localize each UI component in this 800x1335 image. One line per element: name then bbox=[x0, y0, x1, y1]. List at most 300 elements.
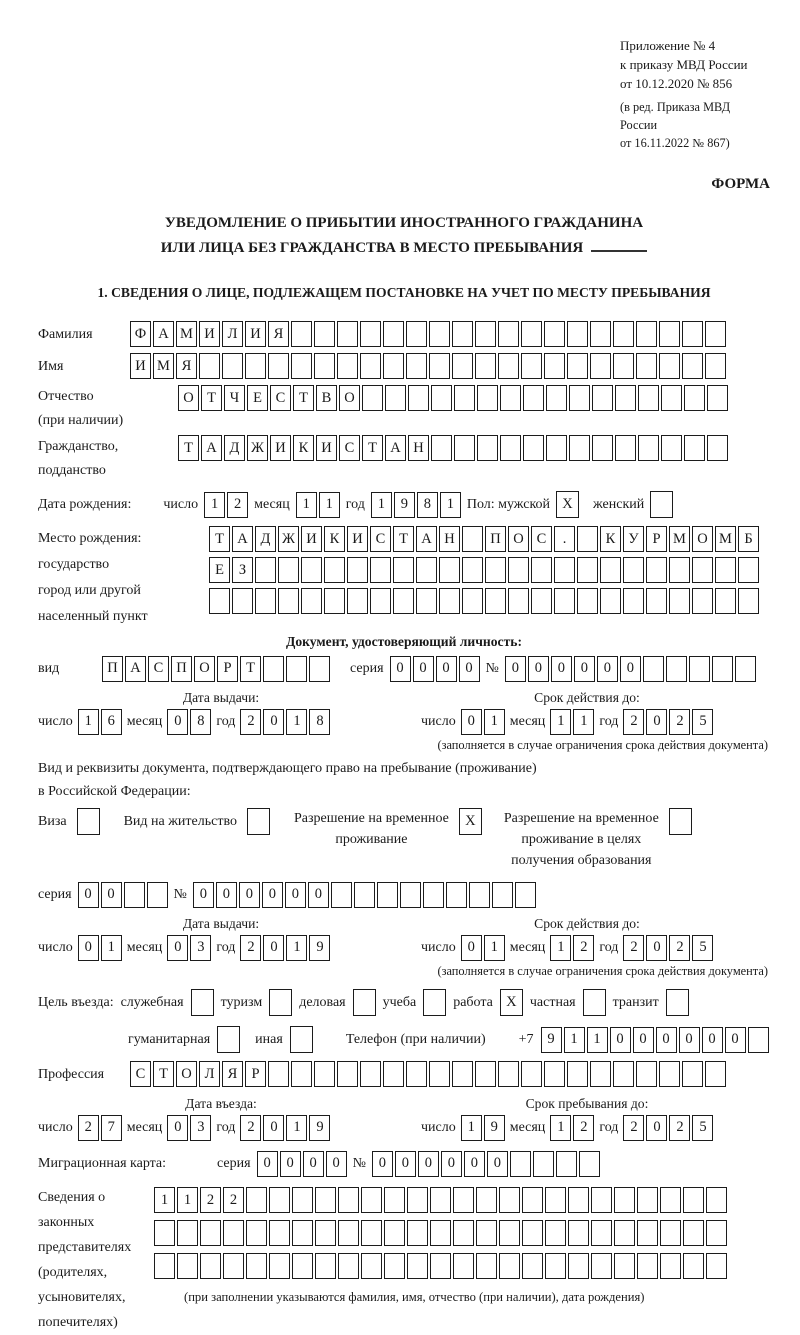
char-cell bbox=[637, 1187, 658, 1213]
char-cell bbox=[554, 588, 575, 614]
char-cell: 2 bbox=[669, 709, 690, 735]
purpose-commercial-checkbox bbox=[353, 989, 376, 1016]
char-cell: 1 bbox=[296, 492, 317, 518]
char-cell: Я bbox=[268, 321, 289, 347]
char-cell bbox=[590, 321, 611, 347]
char-cell bbox=[431, 385, 452, 411]
char-cell bbox=[498, 1061, 519, 1087]
temp-residence-checkbox: X bbox=[459, 808, 482, 835]
doc-issue-month-cells bbox=[167, 709, 211, 735]
char-cell: 0 bbox=[239, 882, 260, 908]
birth-place-label-line: город или другой bbox=[38, 583, 141, 598]
residence-permit-label: Вид на жительство bbox=[123, 814, 237, 829]
temp-residence-label-line: проживание bbox=[335, 832, 408, 847]
char-cell: 1 bbox=[484, 709, 505, 735]
char-cell bbox=[278, 557, 299, 583]
char-cell bbox=[200, 1253, 221, 1279]
year-label: год bbox=[216, 940, 236, 955]
char-cell bbox=[301, 588, 322, 614]
char-cell bbox=[567, 1061, 588, 1087]
char-cell: 0 bbox=[633, 1027, 654, 1053]
char-cell bbox=[361, 1253, 382, 1279]
char-cell: И bbox=[347, 526, 368, 552]
char-cell: 0 bbox=[78, 935, 99, 961]
char-cell: О bbox=[692, 526, 713, 552]
stay-day-cells bbox=[461, 1115, 505, 1141]
char-cell: 2 bbox=[669, 1115, 690, 1141]
char-cell: В bbox=[316, 385, 337, 411]
char-cell bbox=[406, 321, 427, 347]
permit-number-cells bbox=[193, 882, 536, 908]
char-cell: 0 bbox=[436, 656, 457, 682]
char-cell bbox=[454, 385, 475, 411]
char-cell: 9 bbox=[309, 1115, 330, 1141]
char-cell: О bbox=[508, 526, 529, 552]
char-cell: 0 bbox=[656, 1027, 677, 1053]
char-cell: Т bbox=[209, 526, 230, 552]
form-title bbox=[38, 211, 770, 261]
char-cell bbox=[705, 353, 726, 379]
birth-date-label: Дата рождения: bbox=[38, 497, 132, 512]
surname-cells bbox=[130, 321, 726, 347]
doc-expiry-year-cells bbox=[623, 709, 713, 735]
char-cell bbox=[452, 321, 473, 347]
char-cell: 2 bbox=[573, 935, 594, 961]
char-cell bbox=[222, 353, 243, 379]
char-cell bbox=[545, 1220, 566, 1246]
representatives-label-line: попечителях) bbox=[38, 1315, 118, 1330]
birth-place-cells-row3 bbox=[209, 588, 759, 614]
char-cell bbox=[291, 321, 312, 347]
char-cell bbox=[147, 882, 168, 908]
char-cell bbox=[370, 588, 391, 614]
char-cell: Л bbox=[199, 1061, 220, 1087]
char-cell bbox=[177, 1253, 198, 1279]
char-cell bbox=[545, 1253, 566, 1279]
representatives-label-line: (родителях, bbox=[38, 1265, 108, 1280]
char-cell bbox=[338, 1187, 359, 1213]
char-cell bbox=[661, 385, 682, 411]
char-cell bbox=[577, 588, 598, 614]
char-cell bbox=[568, 1187, 589, 1213]
permit-dates-headings bbox=[38, 916, 770, 932]
char-cell bbox=[314, 1061, 335, 1087]
char-cell bbox=[636, 353, 657, 379]
char-cell bbox=[568, 1253, 589, 1279]
char-cell bbox=[546, 385, 567, 411]
char-cell bbox=[715, 557, 736, 583]
char-cell: 9 bbox=[541, 1027, 562, 1053]
permit-expiry-note: (заполняется в случае ограничения срока действия документа) bbox=[437, 964, 768, 978]
char-cell bbox=[406, 1061, 427, 1087]
char-cell: 9 bbox=[484, 1115, 505, 1141]
char-cell bbox=[646, 557, 667, 583]
char-cell: 0 bbox=[101, 882, 122, 908]
char-cell bbox=[660, 1220, 681, 1246]
month-label: месяц bbox=[126, 940, 163, 955]
char-cell: 0 bbox=[308, 882, 329, 908]
char-cell: Е bbox=[209, 557, 230, 583]
representatives-cells-row2 bbox=[154, 1220, 727, 1246]
char-cell bbox=[338, 1220, 359, 1246]
char-cell: Т bbox=[201, 385, 222, 411]
char-cell: 1 bbox=[564, 1027, 585, 1053]
char-cell bbox=[475, 321, 496, 347]
char-cell: 0 bbox=[725, 1027, 746, 1053]
char-cell bbox=[314, 353, 335, 379]
birth-year-cells bbox=[371, 492, 461, 518]
char-cell: С bbox=[270, 385, 291, 411]
char-cell bbox=[523, 435, 544, 461]
char-cell: О bbox=[178, 385, 199, 411]
year-label: год bbox=[599, 940, 619, 955]
entry-date-group bbox=[38, 1114, 387, 1141]
char-cell: И bbox=[316, 435, 337, 461]
char-cell: 1 bbox=[484, 935, 505, 961]
char-cell bbox=[408, 385, 429, 411]
char-cell bbox=[200, 1220, 221, 1246]
birth-place-label bbox=[38, 526, 203, 630]
month-label: месяц bbox=[509, 940, 546, 955]
patronymic-label bbox=[38, 385, 172, 433]
char-cell bbox=[613, 1061, 634, 1087]
char-cell bbox=[600, 588, 621, 614]
char-cell bbox=[577, 526, 598, 552]
header-line: к приказу МВД России bbox=[620, 57, 748, 72]
sex-female-checkbox bbox=[650, 491, 673, 518]
char-cell bbox=[263, 656, 284, 682]
char-cell: 1 bbox=[177, 1187, 198, 1213]
char-cell bbox=[637, 1220, 658, 1246]
char-cell bbox=[692, 557, 713, 583]
char-cell: Т bbox=[178, 435, 199, 461]
char-cell bbox=[255, 588, 276, 614]
char-cell: 0 bbox=[551, 656, 572, 682]
char-cell bbox=[706, 1220, 727, 1246]
char-cell: 1 bbox=[286, 709, 307, 735]
char-cell: Ж bbox=[278, 526, 299, 552]
char-cell: 1 bbox=[461, 1115, 482, 1141]
char-cell: 0 bbox=[193, 882, 214, 908]
char-cell: О bbox=[339, 385, 360, 411]
migration-card-row bbox=[38, 1150, 770, 1177]
char-cell: Р bbox=[646, 526, 667, 552]
char-cell bbox=[705, 1061, 726, 1087]
char-cell bbox=[515, 882, 536, 908]
char-cell: . bbox=[554, 526, 575, 552]
char-cell: 1 bbox=[550, 709, 571, 735]
char-cell: 0 bbox=[326, 1151, 347, 1177]
char-cell bbox=[661, 435, 682, 461]
doc-issue-year-cells bbox=[240, 709, 330, 735]
sex-female-label: женский bbox=[593, 497, 645, 512]
char-cell: 0 bbox=[263, 935, 284, 961]
char-cell bbox=[500, 435, 521, 461]
char-cell bbox=[556, 1151, 577, 1177]
char-cell bbox=[577, 557, 598, 583]
char-cell bbox=[347, 557, 368, 583]
char-cell bbox=[499, 1253, 520, 1279]
doc-kind-cells bbox=[102, 656, 330, 682]
char-cell: Т bbox=[393, 526, 414, 552]
representatives-label-line: законных bbox=[38, 1215, 95, 1230]
char-cell bbox=[439, 557, 460, 583]
char-cell bbox=[315, 1220, 336, 1246]
char-cell: 1 bbox=[101, 935, 122, 961]
surname-row bbox=[38, 321, 770, 348]
char-cell: 0 bbox=[505, 656, 526, 682]
permit-expiry-day-cells bbox=[461, 935, 505, 961]
char-cell bbox=[462, 526, 483, 552]
char-cell bbox=[269, 1187, 290, 1213]
char-cell: 7 bbox=[101, 1115, 122, 1141]
char-cell bbox=[567, 353, 588, 379]
char-cell bbox=[567, 321, 588, 347]
char-cell: 0 bbox=[390, 656, 411, 682]
temp-residence-label-line: Разрешение на временное bbox=[293, 811, 449, 826]
char-cell bbox=[338, 1253, 359, 1279]
char-cell bbox=[738, 557, 759, 583]
purpose-business-checkbox bbox=[191, 989, 214, 1016]
char-cell: П bbox=[171, 656, 192, 682]
char-cell bbox=[522, 1187, 543, 1213]
char-cell bbox=[246, 1253, 267, 1279]
char-cell bbox=[638, 385, 659, 411]
char-cell: 3 bbox=[190, 935, 211, 961]
char-cell bbox=[393, 557, 414, 583]
entry-purpose-label: Цель въезда: bbox=[38, 994, 114, 1010]
char-cell bbox=[477, 385, 498, 411]
purpose-work-checkbox: X bbox=[500, 989, 523, 1016]
char-cell bbox=[660, 1253, 681, 1279]
char-cell bbox=[659, 1061, 680, 1087]
char-cell: А bbox=[201, 435, 222, 461]
representatives-label bbox=[38, 1185, 148, 1335]
char-cell: 1 bbox=[154, 1187, 175, 1213]
doc-expiry-month-cells bbox=[550, 709, 594, 735]
char-cell bbox=[246, 1220, 267, 1246]
char-cell bbox=[554, 557, 575, 583]
char-cell bbox=[453, 1220, 474, 1246]
char-cell bbox=[683, 1220, 704, 1246]
char-cell: Р bbox=[217, 656, 238, 682]
char-cell: Е bbox=[247, 385, 268, 411]
char-cell bbox=[446, 882, 467, 908]
char-cell: 2 bbox=[240, 935, 261, 961]
char-cell bbox=[361, 1187, 382, 1213]
birth-day-cells bbox=[204, 492, 248, 518]
char-cell bbox=[429, 1061, 450, 1087]
char-cell: Д bbox=[224, 435, 245, 461]
char-cell: С bbox=[531, 526, 552, 552]
char-cell: 0 bbox=[262, 882, 283, 908]
representatives-grid bbox=[154, 1187, 727, 1305]
char-cell bbox=[682, 1061, 703, 1087]
char-cell bbox=[613, 321, 634, 347]
permit-issue-day-cells bbox=[78, 935, 122, 961]
char-cell: У bbox=[623, 526, 644, 552]
given-name-cells bbox=[130, 353, 726, 379]
char-cell bbox=[232, 588, 253, 614]
representatives-label-line: усыновителях, bbox=[38, 1290, 126, 1305]
char-cell: 1 bbox=[319, 492, 340, 518]
char-cell: 2 bbox=[78, 1115, 99, 1141]
char-cell bbox=[659, 321, 680, 347]
char-cell: И bbox=[245, 321, 266, 347]
entry-date-heading: Дата въезда: bbox=[185, 1096, 257, 1111]
char-cell bbox=[508, 588, 529, 614]
char-cell: 0 bbox=[395, 1151, 416, 1177]
char-cell: И bbox=[270, 435, 291, 461]
char-cell bbox=[569, 385, 590, 411]
char-cell bbox=[360, 321, 381, 347]
char-cell: 5 bbox=[692, 709, 713, 735]
char-cell bbox=[590, 353, 611, 379]
char-cell: С bbox=[339, 435, 360, 461]
permit-series-label: серия bbox=[38, 887, 72, 902]
char-cell bbox=[430, 1187, 451, 1213]
char-cell: 0 bbox=[528, 656, 549, 682]
char-cell bbox=[521, 1061, 542, 1087]
day-label: число bbox=[421, 940, 456, 955]
char-cell: 0 bbox=[167, 1115, 188, 1141]
permit-number-label: № bbox=[173, 887, 187, 902]
char-cell bbox=[510, 1151, 531, 1177]
char-cell: 9 bbox=[309, 935, 330, 961]
residence-doc-line2: в Российской Федерации: bbox=[38, 784, 191, 799]
char-cell bbox=[682, 353, 703, 379]
char-cell bbox=[383, 1061, 404, 1087]
char-cell: М bbox=[669, 526, 690, 552]
char-cell: 0 bbox=[461, 709, 482, 735]
day-label: число bbox=[38, 940, 73, 955]
char-cell bbox=[331, 882, 352, 908]
char-cell: Л bbox=[222, 321, 243, 347]
char-cell: 1 bbox=[573, 709, 594, 735]
purpose-work-label: работа bbox=[453, 994, 493, 1010]
birth-place-grid bbox=[209, 526, 759, 619]
profession-label: Профессия bbox=[38, 1067, 105, 1082]
permit-series-row bbox=[38, 881, 770, 908]
char-cell: А bbox=[232, 526, 253, 552]
representatives-note: (при заполнении указываются фамилия, имя, отчество (при наличии), дата рождения) bbox=[184, 1290, 645, 1304]
char-cell bbox=[591, 1187, 612, 1213]
char-cell bbox=[706, 1253, 727, 1279]
char-cell bbox=[614, 1220, 635, 1246]
char-cell: 0 bbox=[702, 1027, 723, 1053]
char-cell bbox=[475, 1061, 496, 1087]
char-cell bbox=[615, 435, 636, 461]
char-cell bbox=[385, 385, 406, 411]
char-cell bbox=[600, 557, 621, 583]
char-cell: П bbox=[485, 526, 506, 552]
char-cell bbox=[286, 656, 307, 682]
birth-place-row bbox=[38, 526, 770, 630]
char-cell bbox=[636, 1061, 657, 1087]
birth-date-row bbox=[38, 491, 770, 518]
char-cell bbox=[684, 435, 705, 461]
char-cell: 0 bbox=[263, 709, 284, 735]
char-cell: Н bbox=[439, 526, 460, 552]
char-cell: 0 bbox=[610, 1027, 631, 1053]
doc-issue-heading: Дата выдачи: bbox=[182, 690, 260, 705]
char-cell: 2 bbox=[573, 1115, 594, 1141]
char-cell bbox=[416, 588, 437, 614]
char-cell bbox=[383, 353, 404, 379]
char-cell bbox=[592, 385, 613, 411]
char-cell bbox=[735, 656, 756, 682]
purpose-transit-label: транзит bbox=[612, 994, 659, 1010]
char-cell bbox=[462, 588, 483, 614]
purpose-private-label: частная bbox=[529, 994, 576, 1010]
char-cell: Т bbox=[293, 385, 314, 411]
char-cell bbox=[683, 1187, 704, 1213]
char-cell: 0 bbox=[441, 1151, 462, 1177]
entry-dates-headings bbox=[38, 1096, 770, 1112]
char-cell bbox=[452, 1061, 473, 1087]
char-cell bbox=[492, 882, 513, 908]
char-cell bbox=[245, 353, 266, 379]
purpose-study-label: учеба bbox=[382, 994, 417, 1010]
entry-dates-row bbox=[38, 1114, 770, 1141]
day-label: число bbox=[38, 714, 73, 729]
citizenship-cells bbox=[178, 435, 728, 461]
char-cell bbox=[498, 321, 519, 347]
char-cell bbox=[452, 353, 473, 379]
doc-series-label: серия bbox=[350, 661, 384, 676]
char-cell bbox=[439, 588, 460, 614]
month-label: месяц bbox=[509, 1120, 546, 1135]
char-cell bbox=[292, 1253, 313, 1279]
char-cell bbox=[209, 588, 230, 614]
temp-residence-label bbox=[294, 808, 449, 850]
header-revision-note bbox=[620, 98, 770, 152]
char-cell bbox=[315, 1187, 336, 1213]
header-note-line: от 16.11.2022 № 867) bbox=[620, 136, 730, 150]
permit-dates-row bbox=[38, 934, 770, 961]
identity-doc-heading: Документ, удостоверяющий личность: bbox=[286, 634, 522, 649]
char-cell bbox=[692, 588, 713, 614]
doc-expiry-note: (заполняется в случае ограничения срока действия документа) bbox=[437, 738, 768, 752]
char-cell bbox=[476, 1253, 497, 1279]
char-cell: О bbox=[176, 1061, 197, 1087]
char-cell bbox=[748, 1027, 769, 1053]
entry-month-cells bbox=[167, 1115, 211, 1141]
char-cell: М bbox=[176, 321, 197, 347]
char-cell bbox=[521, 353, 542, 379]
char-cell bbox=[614, 1253, 635, 1279]
sex-male-label: Пол: мужской bbox=[466, 497, 551, 512]
char-cell bbox=[500, 385, 521, 411]
char-cell bbox=[545, 1187, 566, 1213]
char-cell bbox=[324, 588, 345, 614]
char-cell bbox=[499, 1220, 520, 1246]
birth-month-cells bbox=[296, 492, 340, 518]
char-cell bbox=[706, 1187, 727, 1213]
char-cell: 0 bbox=[280, 1151, 301, 1177]
form-title-line2 bbox=[38, 236, 770, 261]
char-cell: А bbox=[416, 526, 437, 552]
char-cell bbox=[623, 588, 644, 614]
char-cell bbox=[615, 385, 636, 411]
char-cell: 0 bbox=[78, 882, 99, 908]
char-cell bbox=[521, 321, 542, 347]
purpose-tourism-label: туризм bbox=[220, 994, 263, 1010]
char-cell bbox=[337, 321, 358, 347]
permit-issue-month-cells bbox=[167, 935, 211, 961]
char-cell: 8 bbox=[417, 492, 438, 518]
temp-residence-education-label-line: получения образования bbox=[511, 853, 652, 868]
